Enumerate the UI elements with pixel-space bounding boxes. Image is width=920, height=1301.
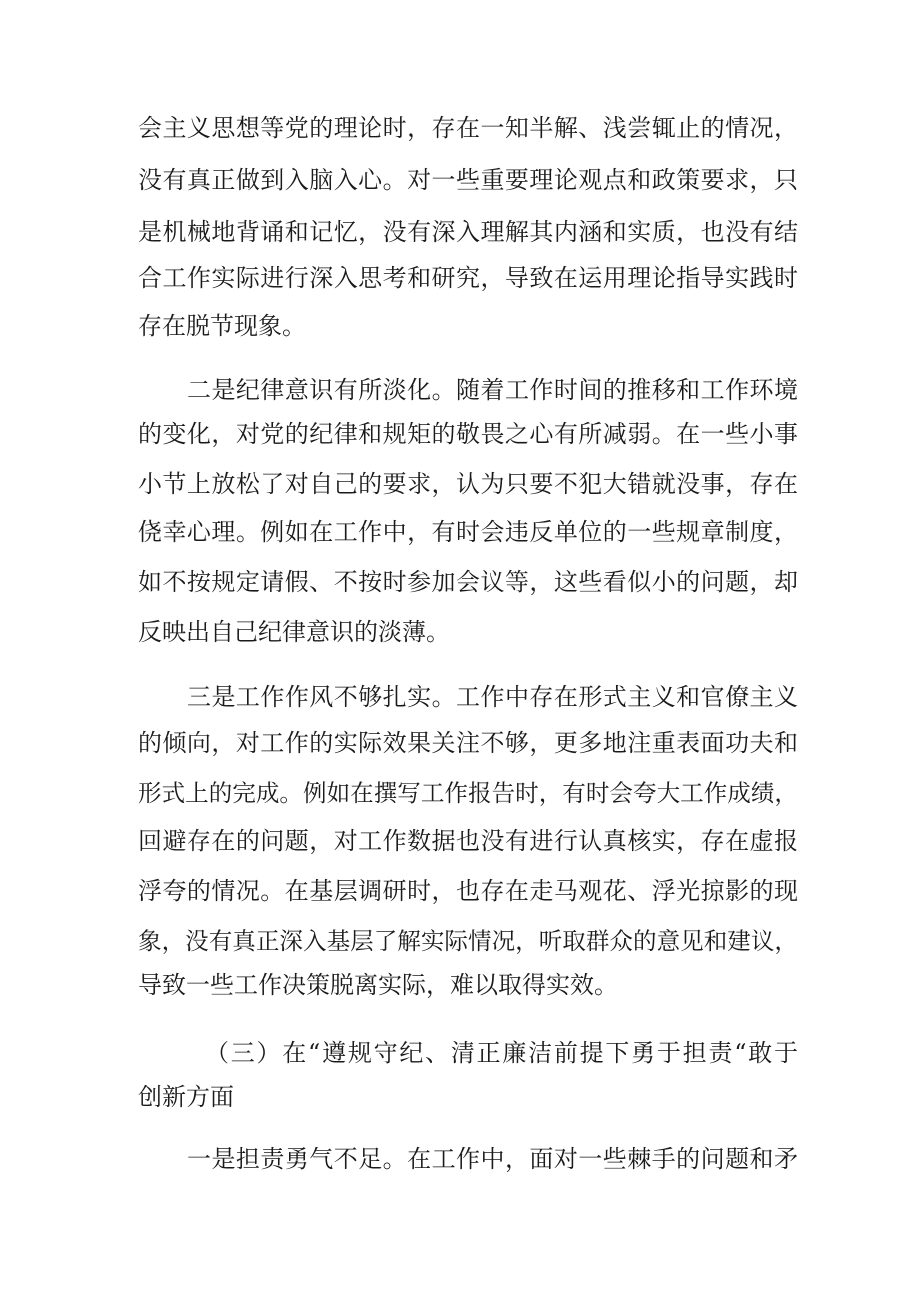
- text-line: 合工作实际进行深入思考和研究，导致在运用理论指导实践时: [138, 264, 798, 292]
- text-line: 的倾向，对工作的实际效果关注不够，更多地注重表面功夫和: [138, 729, 798, 757]
- text-line: 没有真正做到入脑入心。对一些重要理论观点和政策要求，只: [138, 166, 798, 194]
- text-line: 侥幸心理。例如在工作中，有时会违反单位的一些规章制度，: [138, 518, 798, 546]
- text-line: 浮夸的情况。在基层调研时，也存在走马观花、浮光掠影的现: [138, 877, 798, 905]
- text-line: 回避存在的问题，对工作数据也没有进行认真核实，存在虚报: [138, 827, 798, 855]
- text-line: 存在脱节现象。: [138, 312, 306, 340]
- text-line: 反映出自己纪律意识的淡薄。: [138, 618, 450, 646]
- text-line: 会主义思想等党的理论时，存在一知半解、浅尝辄止的情况，: [138, 114, 798, 142]
- text-line: 如不按规定请假、不按时参加会议等，这些看似小的问题，却: [138, 568, 798, 596]
- section-heading-line: （三）在“遵规守纪、清正廉洁前提下勇于担责“敢于: [205, 1039, 798, 1067]
- text-line: 是机械地背诵和记忆，没有深入理解其内涵和实质，也没有结: [138, 218, 798, 246]
- text-line: 形式上的完成。例如在撰写工作报告时，有时会夸大工作成绩，: [138, 779, 798, 807]
- paragraph-heading-line: 二是纪律意识有所淡化。随着工作时间的推移和工作环境: [187, 376, 798, 404]
- section-heading-line: 创新方面: [138, 1083, 234, 1111]
- text-line: 的变化，对党的纪律和规矩的敬畏之心有所减弱。在一些小事: [138, 420, 798, 448]
- paragraph-heading-line: 三是工作作风不够扎实。工作中存在形式主义和官僚主义: [187, 683, 798, 711]
- text-line: 小节上放松了对自己的要求，认为只要不犯大错就没事，存在: [138, 470, 798, 498]
- text-line: 导致一些工作决策脱离实际，难以取得实效。: [138, 971, 618, 999]
- text-line: 象，没有真正深入基层了解实际情况，听取群众的意见和建议，: [138, 927, 798, 955]
- paragraph-heading-line: 一是担责勇气不足。在工作中，面对一些棘手的问题和矛: [187, 1145, 798, 1173]
